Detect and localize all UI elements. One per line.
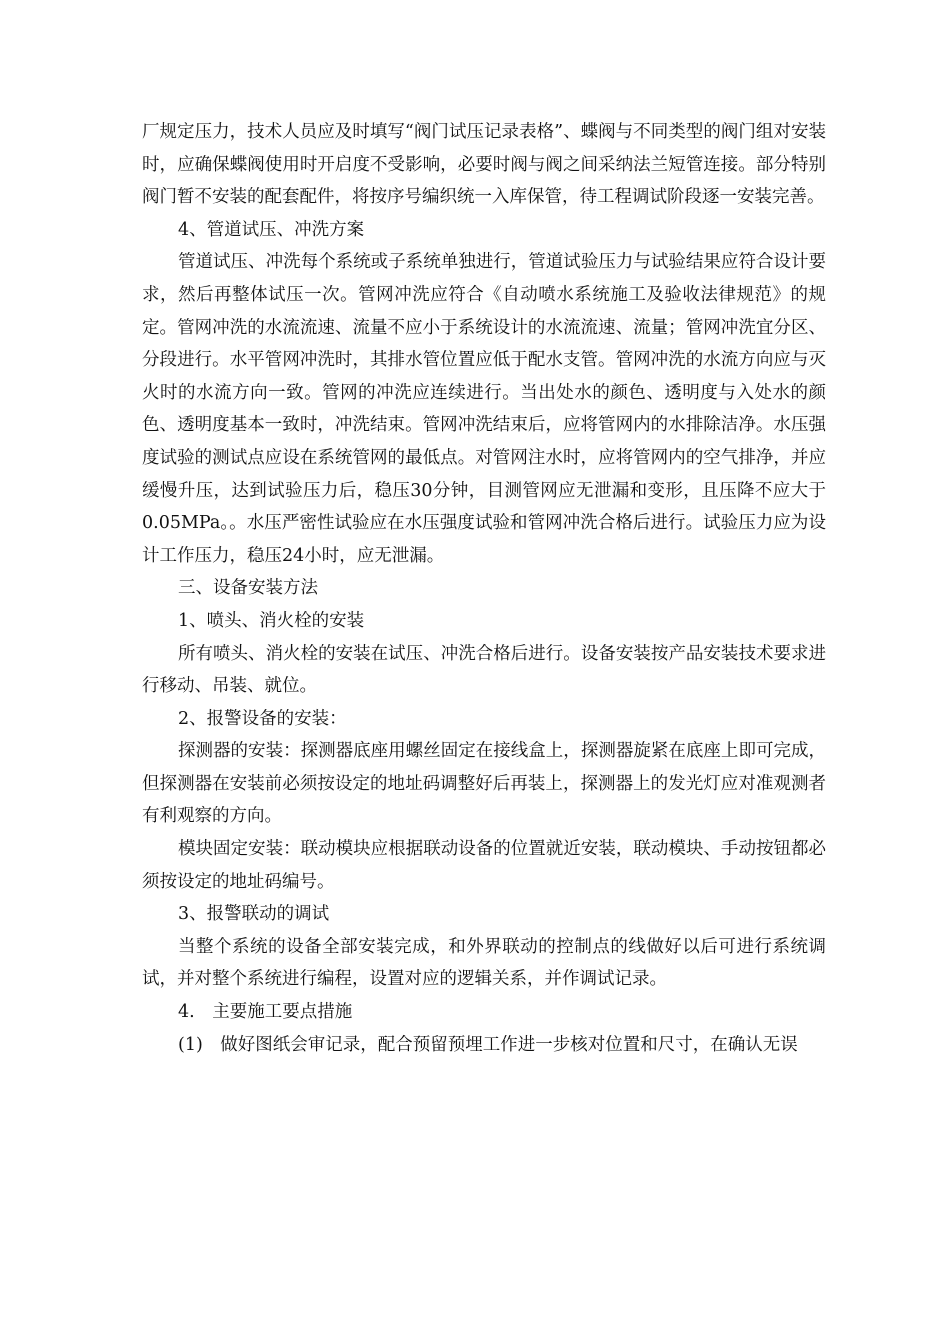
paragraph-detector-installation: 探测器的安装：探测器底座用螺丝固定在接线盒上，探测器旋紧在底座上即可完成，但探测器在安装前必须按设定的地址码调整好后再装上，探测器上的发光灯应对准观测者有利观察的方向。 (142, 741, 826, 827)
document-body (142, 116, 826, 1061)
paragraph-module-installation: 模块固定安装：联动模块应根据联动设备的位置就近安装，联动模块、手动按钮都必须按设定的地址码编号。 (142, 839, 826, 892)
paragraph-system-debug: 当整个系统的设备全部安装完成，和外界联动的控制点的线做好以后可进行系统调试，并对整个系统进行编程，设置对应的逻辑关系，并作调试记录。 (142, 936, 826, 990)
heading-sprinkler-hydrant: 1、喷头、消火栓的安装 (178, 610, 365, 631)
heading-alarm-equipment: 2、报警设备的安装： (178, 708, 347, 729)
heading-pipe-pressure-test: 4、管道试压、冲洗方案 (178, 219, 365, 240)
paragraph-sprinkler-hydrant: 所有喷头、消火栓的安装在试压、冲洗合格后进行。设备安装按产品安装技术要求进行移动、吊装、就位。 (142, 643, 826, 697)
heading-construction-measures: 4. 主要施工要点措施 (178, 1002, 353, 1023)
paragraph-measure-1: (1) 做好图纸会审记录，配合预留预埋工作进一步核对位置和尺寸，在确认无误 (178, 1034, 798, 1055)
paragraph-valve-installation: 厂规定压力，技术人员应及时填写“阀门试压记录表格”、蝶阀与不同类型的阀门组对安装时，应确保蝶阀使用时开启度不受影响，必要时阀与阀之间采纳法兰短管连接。部分特别阀门暂不安装的配套配件，将按序号编织统一入库保管，待工程调试阶段逐一安装完善。 (142, 122, 826, 208)
heading-equipment-installation: 三、设备安装方法 (178, 578, 318, 599)
paragraph-pressure-test-flushing: 管道试压、冲洗每个系统或子系统单独进行，管道试验压力与试验结果应符合设计要求，然后再整体试压一次。管网冲洗应符合《自动喷水系统施工及验收法律规范》的规定。管网冲洗的水流流速、流量不应小于系统设计的水流流速、流量；管网冲洗宜分区、分段进行。水平管网冲洗时，其排水管位置应低于配水支管。管网冲洗的水流方向应与灭火时的水流方向一致。管网的冲洗应连续进行。当出处水的颜色、透明度与入处水的颜色、透明度基本一致时，冲洗结束。管网冲洗结束后，应将管网内的水排除洁净。水压强度试验的测试点应设在系统管网的最低点。对管网注水时，应将管网内的空气排净，并应缓慢升压，达到试验压力后，稳压30分钟，目测管网应无泄漏和变形，且压降不应大于0.05MPa。。水压严密性试验应在水压强度试验和管网冲洗合格后进行。试验压力应为设计工作压力，稳压24小时，应无泄漏。 (142, 252, 826, 566)
heading-alarm-linkage-debug: 3、报警联动的调试 (178, 904, 330, 925)
